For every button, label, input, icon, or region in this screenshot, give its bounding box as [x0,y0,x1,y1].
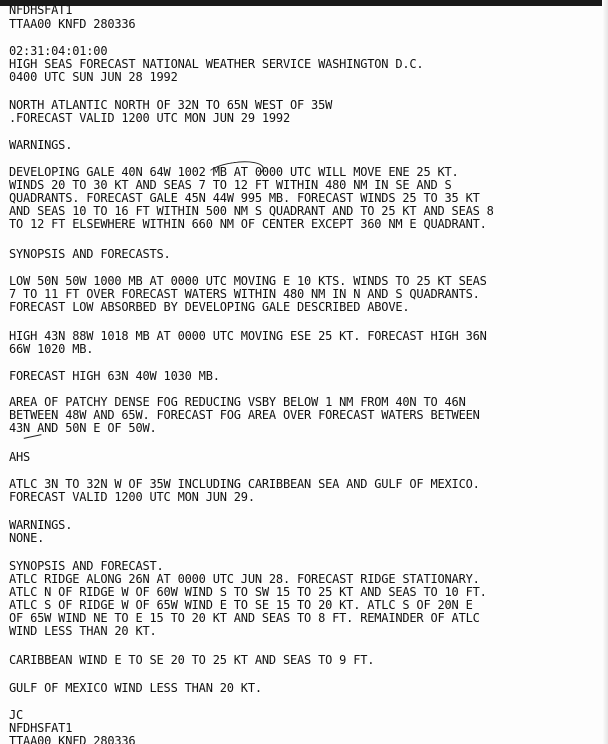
fog-line-3: 43N AND 50N E OF 50W. [9,421,157,435]
atlc-ridge-line-3: ATLC S OF RIDGE W OF 65W WIND E TO SE 15 TO 20 KT. ATLC S OF 20N E [9,598,473,612]
atlc-ridge-line-4: OF 65W WIND NE TO E 15 TO 20 KT AND SEAS TO 8 FT. REMAINDER OF ATLC [9,611,480,625]
fog-line-2: BETWEEN 48W AND 65W. FORECAST FOG AREA OVER FORECAST WATERS BETWEEN [9,408,480,422]
footer-line-2: TTAA00 KNFD 280336 [9,734,136,744]
gale-line-5: TO 12 FT ELSEWHERE WITHIN 660 NM OF CENTER EXCEPT 360 NM E QUADRANT. [9,217,487,231]
atlc-warnings-none: NONE. [9,531,45,545]
forecast-title: HIGH SEAS FORECAST NATIONAL WEATHER SERVICE WASHINGTON D.C. [9,57,424,71]
gale-line-4: AND SEAS 10 TO 16 FT WITHIN 500 NM S QUADRANT AND TO 25 KT AND SEAS 8 [9,204,494,218]
gale-line-2: WINDS 20 TO 30 KT AND SEAS 7 TO 12 FT WITHIN 480 NM IN SE AND S [9,178,452,192]
atlc-synopsis-heading: SYNOPSIS AND FORECAST. [9,559,164,573]
synopsis-heading: SYNOPSIS AND FORECASTS. [9,247,171,261]
high-line-2: 66W 1020 MB. [9,342,94,356]
gale-line-3: QUADRANTS. FORECAST GALE 45N 44W 995 MB. FORECAST WINDS 25 TO 35 KT [9,191,480,205]
atlc-ridge-line-2: ATLC N OF RIDGE W OF 60W WIND S TO SW 15 TO 25 KT AND SEAS TO 10 FT. [9,585,487,599]
gale-line-1: DEVELOPING GALE 40N 64W 1002 MB AT 0000 UTC WILL MOVE ENE 25 KT. [9,165,459,179]
high-line-1: HIGH 43N 88W 1018 MB AT 0000 UTC MOVING ESE 25 KT. FORECAST HIGH 36N [9,329,487,343]
footer-line-1: NFDHSFAT1 [9,721,73,735]
valid-line: .FORECAST VALID 1200 UTC MON JUN 29 1992 [9,111,290,125]
low-line-2: 7 TO 11 FT OVER FORECAST WATERS WITHIN 480 NM IN N AND S QUADRANTS. [9,287,480,301]
atlc-ridge-line-1: ATLC RIDGE ALONG 26N AT 0000 UTC JUN 28. FORECAST RIDGE STATIONARY. [9,572,480,586]
signoff-ahs: AHS [9,450,31,464]
atlc-ridge-line-5: WIND LESS THAN 20 KT. [9,624,157,638]
low-line-1: LOW 50N 50W 1000 MB AT 0000 UTC MOVING E 10 KTS. WINDS TO 25 KT SEAS [9,274,487,288]
fog-line-1: AREA OF PATCHY DENSE FOG REDUCING VSBY BELOW 1 NM FROM 40N TO 46N [9,395,466,409]
timestamp-line: 02:31:04:01:00 [9,44,108,58]
header-line-1: NFDHSFAT1 [9,3,73,17]
atlc-warnings-heading: WARNINGS. [9,518,73,532]
scan-right-edge [602,0,608,744]
atlc-area-line: ATLC 3N TO 32N W OF 35W INCLUDING CARIBBEAN SEA AND GULF OF MEXICO. [9,477,480,491]
gulf-line: GULF OF MEXICO WIND LESS THAN 20 KT. [9,681,262,695]
area-line: NORTH ATLANTIC NORTH OF 32N TO 65N WEST OF 35W [9,98,333,112]
issue-time: 0400 UTC SUN JUN 28 1992 [9,70,178,84]
forecast-high-line: FORECAST HIGH 63N 40W 1030 MB. [9,369,220,383]
low-line-3: FORECAST LOW ABSORBED BY DEVELOPING GALE DESCRIBED ABOVE. [9,300,410,314]
handwritten-mark [24,434,43,443]
signoff-jc: JC [9,708,24,722]
caribbean-line: CARIBBEAN WIND E TO SE 20 TO 25 KT AND SEAS TO 9 FT. [9,653,375,667]
header-line-2: TTAA00 KNFD 280336 [9,17,136,31]
scan-top-edge [0,0,608,6]
atlc-valid-line: FORECAST VALID 1200 UTC MON JUN 29. [9,490,255,504]
warnings-heading: WARNINGS. [9,138,73,152]
